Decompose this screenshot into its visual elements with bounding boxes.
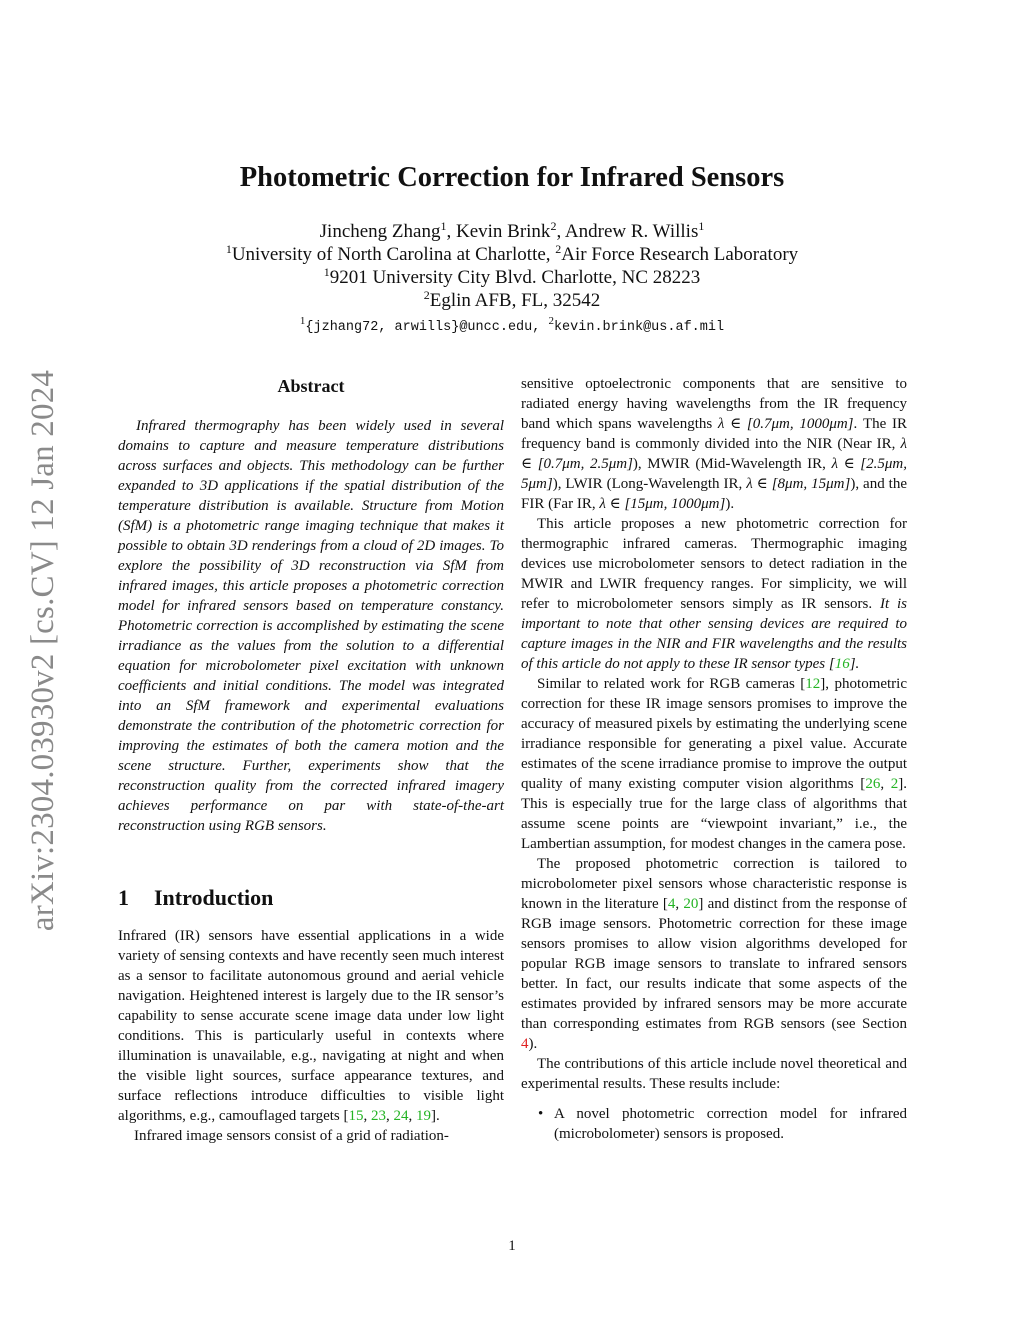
- math-expression: λ ∈ [0.7μm, 1000μm]: [717, 416, 854, 432]
- email-line: $^1${jzhang72, arwills}@uncc.edu, $^2$kevin.brink@us.af.mil: [299, 315, 725, 335]
- citation-link[interactable]: 23: [371, 1108, 386, 1124]
- left-column: [118, 374, 504, 1146]
- citation-link[interactable]: 15: [348, 1108, 364, 1124]
- citation-link[interactable]: 4: [667, 896, 676, 912]
- citation-link[interactable]: 12: [805, 676, 821, 692]
- math-expression: λ ∈ [8μm, 15μm]: [746, 476, 851, 492]
- abstract-heading: Abstract: [277, 376, 345, 396]
- affiliation-line-1: $^1$University of North Carolina at Charlotte, $^2$Air Force Research Laboratory: [225, 242, 799, 265]
- page-number: 1: [508, 1238, 516, 1254]
- bullet-icon: •: [538, 1106, 544, 1122]
- arxiv-identifier: arXiv:2304.03930v2 [cs.CV] 12 Jan 2024: [25, 369, 62, 931]
- citation-link[interactable]: 16: [834, 656, 850, 672]
- intro-paragraph-2-start: Infrared image sensors consist of a grid of radiation-: [134, 1128, 449, 1144]
- right-column: [521, 374, 907, 1144]
- section-heading-introduction: 1 Introduction: [118, 885, 274, 910]
- intro-paragraph-1: Infrared (IR) sensors have essential applications in a wide variety of sensing contexts and have recently seen much interest as a sensor to facilitate autonomous ground and aerial vehicle navigation. Heightened interest is largely due to the IR sensor’s capability to sense accurate scene image data under low light conditions. This is particularly useful in contexts where illumination is unavailable, e.g., navigating at night and when the visible light sources, surface appearance textures, and surface reflections introduce difficulties to visible light algorithms, e.g., camouflaged targets [15, 23, 24, 19].: [118, 928, 504, 1124]
- intro-paragraph-3: This article proposes a new photometric correction for thermographic infrared cameras. Thermographic imaging devices use microbolometer sensors to detect radiation in the MWIR and LWIR frequency ranges. For simplicity, we will refer to microbolometer sensors simply as IR sensors. It is important to note that other sensing devices are required to capture images in the NIR and FIR wavelengths and the results of this article do not apply to these IR sensor types [16].: [521, 516, 908, 672]
- citation-link[interactable]: 24: [393, 1108, 409, 1124]
- intro-paragraph-6: The contributions of this article include novel theoretical and experimental results. These results include:: [521, 1056, 907, 1092]
- citation-link[interactable]: 19: [416, 1108, 431, 1124]
- citation-link[interactable]: 20: [683, 896, 699, 912]
- author-line: Jincheng Zhang$^1$, Kevin Brink$^2$, Andrew R. Willis$^1$: [319, 219, 705, 242]
- abstract-text: Infrared thermography has been widely used in several domains to capture and measure temperature distributions across surfaces and objects. This methodology can be further expanded to 3D applications if the spatial distribution of the temperature distribution is available. Structure from Motion (SfM) is a photometric range imaging technique that makes it possible to obtain 3D renderings from a cloud of 2D images. To explore the possibility of 3D reconstruction via SfM from infrared images, this article proposes a photometric correction model for infrared sensors based on temperature constancy. Photometric correction is accomplished by estimating the scene irradiance as the values from the solution to a differential equation for microbolometer pixel excitation with unknown coefficients and initial conditions. The model was integrated into an SfM framework and experimental evaluations demonstrate the contribution of the photometric correction for improving the estimates of both the camera motion and the scene structure. Further, experiments show that the reconstruction quality from the corrected infrared imagery achieves performance on par with state-of-the-art reconstruction using RGB sensors.: [118, 418, 504, 834]
- affiliation-line-3: $^2$Eglin AFB, FL, 32542: [423, 288, 601, 311]
- affiliation-line-2: $^1$9201 University City Blvd. Charlotte, NC 28223: [323, 265, 701, 288]
- intro-paragraph-4: Similar to related work for RGB cameras [12], photometric correction for these IR image sensors promises to improve the accuracy of measured pixels by estimating the underlying scene irradiance responsible for generating a pixel value. Accurate estimates of the scene irradiance promise to improve the output quality of many existing computer vision algorithms [26, 2]. This is especially true for the large class of algorithms that assume scene points are “viewpoint invariant,” i.e., the Lambertian assumption, for modest changes in the camera pose.: [521, 676, 908, 852]
- citation-link[interactable]: 2: [890, 776, 899, 792]
- math-expression: λ ∈ [15μm, 1000μm]: [599, 496, 726, 512]
- paper-title: Photometric Correction for Infrared Sensors: [239, 162, 785, 193]
- math-expression: λ ∈ [0.7μm, 2.5μm]: [521, 436, 907, 472]
- section-reference-link[interactable]: 4: [521, 1036, 529, 1052]
- intro-paragraph-2-cont: sensitive optoelectronic components that are sensitive to radiated energy having wavelengths from the IR frequency band which spans wavelengths λ ∈ [0.7μm, 1000μm]. The IR frequency band is commonly divided into the NIR (Near IR, λ ∈ [0.7μm, 2.5μm]), MWIR (Mid-Wavelength IR, λ ∈ [2.5μm, 5μm]), LWIR (Long-Wavelength IR, λ ∈ [8μm, 15μm]), and the FIR (Far IR, λ ∈ [15μm, 1000μm]).: [521, 376, 908, 512]
- math-expression: λ ∈ [2.5μm, 5μm]: [521, 456, 907, 492]
- intro-paragraph-5: The proposed photometric correction is tailored to microbolometer pixel sensors whose characteristic response is known in the literature [4, 20] and distinct from the response of RGB image sensors. Photometric correction for these image sensors promises to allow vision algorithms developed for popular RGB image sensors to translate to infrared sensors better. In fact, our results indicate that some aspects of the estimates provided by infrared sensors may be more accurate than corresponding estimates from RGB sensors (see Section 4).: [521, 856, 908, 1052]
- citation-link[interactable]: 26: [865, 776, 881, 792]
- contribution-bullet: • A novel photometric correction model for infrared (microbolometer) sensors is proposed.: [538, 1106, 907, 1142]
